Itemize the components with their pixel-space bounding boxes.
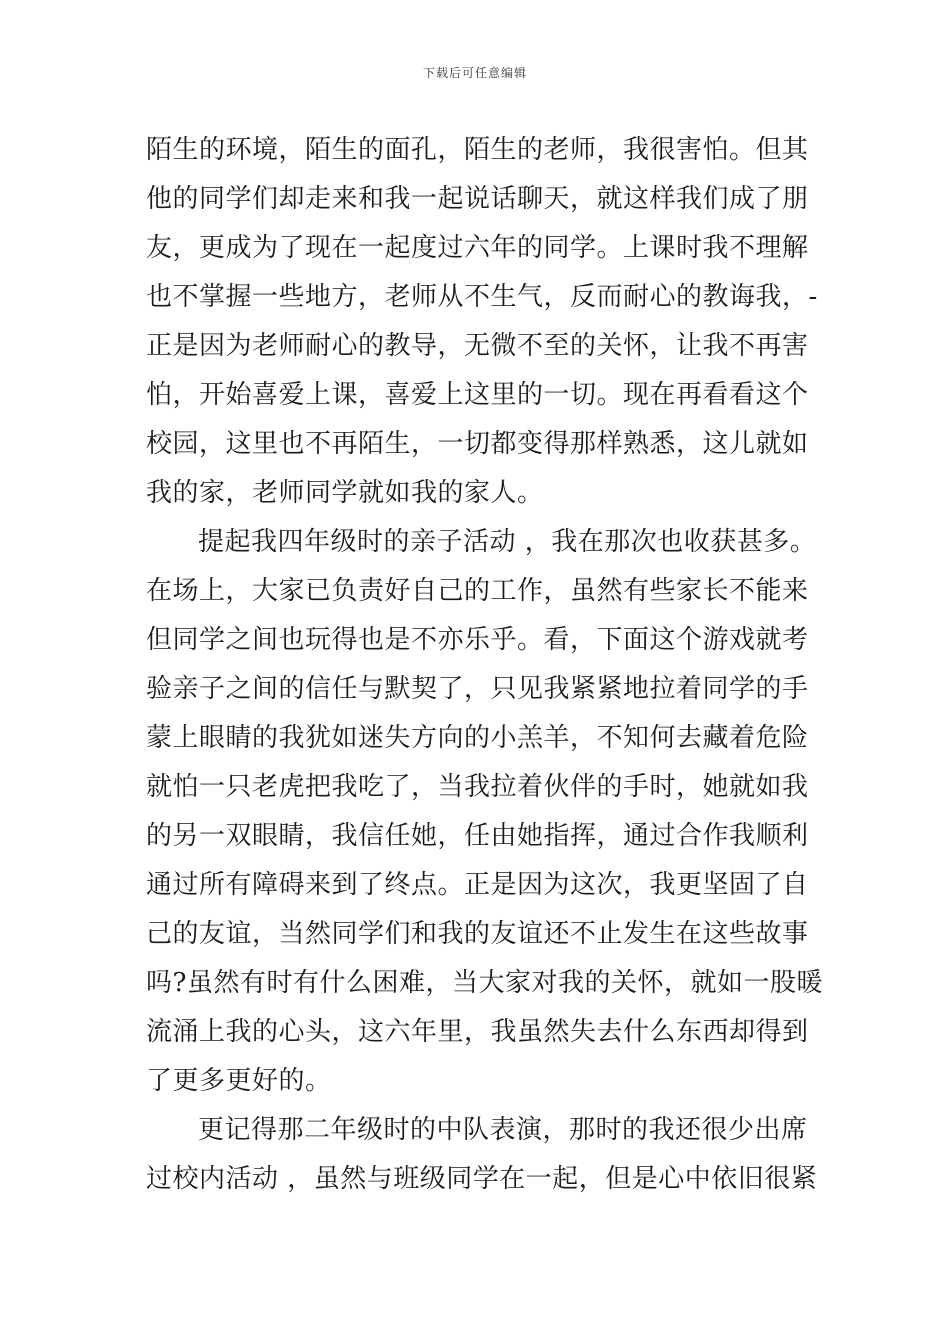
text-line: 过校内活动 ，虽然与班级同学在一起，但是心中依旧很紧 (146, 1164, 818, 1194)
text-line: 就怕一只老虎把我吃了，当我拉着伙伴的手时，她就如我 (146, 772, 809, 802)
text-line: 通过所有障碍来到了终点。正是因为这次，我更坚固了自 (146, 870, 809, 900)
paragraph-first-line: 提起我四年级时的亲子活动 ，我在那次也收获甚多。 (198, 527, 817, 557)
text-line: 验亲子之间的信任与默契了，只见我紧紧地拉着同学的手 (146, 674, 809, 704)
text-line: 陌生的环境，陌生的面孔，陌生的老师，我很害怕。但其 (146, 135, 809, 165)
header-note: 下载后可任意编辑 (422, 66, 527, 80)
text-line: 蒙上眼睛的我犹如迷失方向的小羔羊，不知何去藏着危险 (146, 723, 809, 753)
text-line: 流涌上我的心头，这六年里，我虽然失去什么东西却得到 (146, 1017, 809, 1047)
text-line: 正是因为老师耐心的教导，无微不至的关怀，让我不再害 (146, 331, 809, 361)
text-line: 的另一双眼睛，我信任她，任由她指挥，通过合作我顺利 (146, 821, 809, 851)
text-line: 怕，开始喜爱上课，喜爱上这里的一切。现在再看看这个 (146, 380, 809, 410)
text-line: 也不掌握一些地方，老师从不生气，反而耐心的教诲我，- (146, 282, 818, 312)
text-line: 己的友谊，当然同学们和我的友谊还不止发生在这些故事 (146, 919, 809, 949)
text-line: 了更多更好的。 (146, 1066, 332, 1096)
text-line: 校园，这里也不再陌生，一切都变得那样熟悉，这儿就如 (146, 429, 809, 459)
paragraph-first-line: 更记得那二年级时的中队表演，那时的我还很少出席 (198, 1115, 808, 1145)
text-line: 我的家，老师同学就如我的家人。 (146, 478, 544, 508)
text-line: 他的同学们却走来和我一起说话聊天，就这样我们成了朋 (146, 184, 809, 214)
document-body (146, 126, 823, 1204)
text-line: 友，更成为了现在一起度过六年的同学。上课时我不理解 (146, 233, 809, 263)
text-line: 但同学之间也玩得也是不亦乐乎。看，下面这个游戏就考 (146, 625, 809, 655)
text-line: 吗?虽然有时有什么困难，当大家对我的关怀，就如一股暖 (146, 968, 823, 998)
text-line: 在场上，大家已负责好自己的工作，虽然有些家长不能来 (146, 576, 809, 606)
